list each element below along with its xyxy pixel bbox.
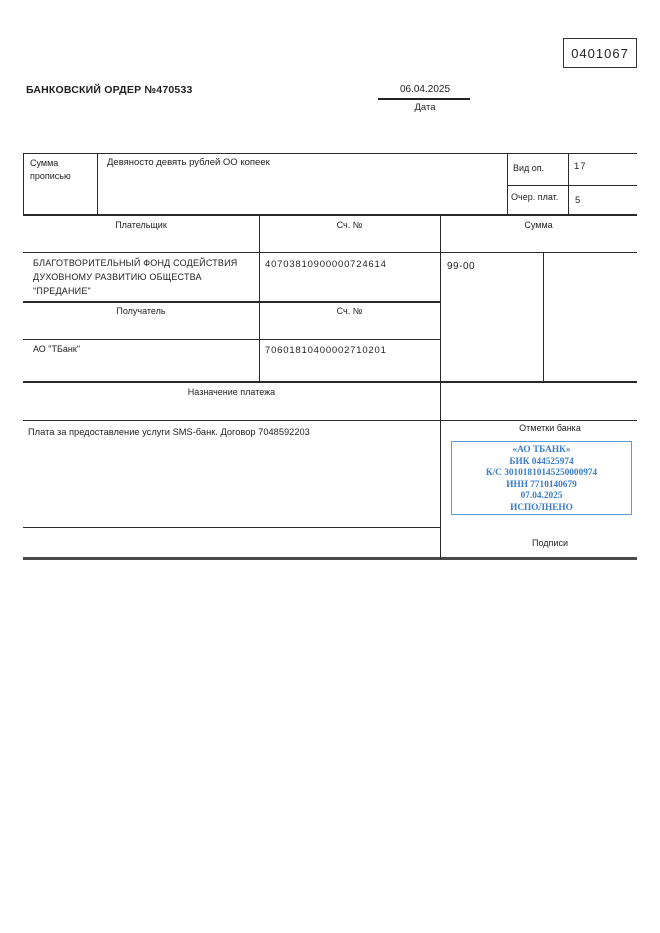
form-code: 0401067 <box>571 45 629 61</box>
sum-column-divider <box>440 214 441 559</box>
purpose-header-row-bottom <box>23 420 637 421</box>
op-type-value-divider <box>568 153 569 215</box>
purpose-header: Назначение платежа <box>187 387 276 397</box>
stamp-date: 07.04.2025 <box>520 491 563 502</box>
amount-words-label-divider <box>97 153 98 215</box>
receiver-account-header: Сч. № <box>336 306 363 316</box>
stamp-bank-name: «АО ТБАНК» <box>512 445 571 455</box>
purpose-row-bottom <box>23 527 440 528</box>
payer-row-bottom <box>23 301 440 303</box>
form-code-box <box>563 38 637 68</box>
payer-header: Плательщик <box>115 220 167 230</box>
sum-header: Сумма <box>524 220 553 230</box>
sum-inner-divider <box>543 252 544 382</box>
op-type-divider <box>507 185 637 186</box>
receiver-account-number: 70601810400002710201 <box>265 345 387 356</box>
table-left-border <box>23 153 24 215</box>
bank-stamp <box>451 441 632 515</box>
payer-account-number: 40703810900000724614 <box>265 259 387 270</box>
table-bottom-border <box>23 557 637 560</box>
amount-value: 99-00 <box>447 261 476 272</box>
stamp-inn: ИНН 7710140679 <box>506 479 577 490</box>
date-underline <box>378 98 470 100</box>
table-top-border <box>23 153 637 154</box>
stamp-status: ИСПОЛНЕНО <box>510 502 573 513</box>
date-value: 06.04.2025 <box>399 84 451 95</box>
receiver-header: Получатель <box>116 306 166 316</box>
amount-words-row-bottom <box>23 214 637 216</box>
payer-name-line-3: "ПРЕДАНИЕ" <box>33 286 91 296</box>
account-column-divider <box>259 214 260 382</box>
amount-words-value: Девяносто девять рублей ОО копеек <box>107 157 270 168</box>
payer-header-row-bottom <box>23 252 637 253</box>
payer-account-header: Сч. № <box>336 220 363 230</box>
amount-words-label: Сумма прописью <box>30 158 71 181</box>
priority-value: 5 <box>575 195 581 206</box>
date-label: Дата <box>414 102 436 113</box>
stamp-bik: БИК 044525974 <box>509 456 574 467</box>
op-type-label: Вид оп. <box>513 163 545 173</box>
stamp-corr-account: К/С 30101810145250000974 <box>485 468 598 479</box>
receiver-name: АО "ТБанк" <box>33 344 81 354</box>
priority-label: Очер. плат. <box>511 192 559 202</box>
payer-name-line-2: ДУХОВНОМУ РАЗВИТИЮ ОБЩЕСТВА <box>33 272 202 282</box>
signatures-label: Подписи <box>532 538 568 548</box>
op-type-left-border <box>507 153 508 215</box>
purpose-value: Плата за предоставление услуги SMS-банк. Договор 7048592203 <box>28 427 310 437</box>
bank-marks-header: Отметки банка <box>519 423 581 433</box>
receiver-row-bottom <box>23 381 637 383</box>
document-title: БАНКОВСКИЙ ОРДЕР №470533 <box>26 84 193 96</box>
payer-name-line-1: БЛАГОТВОРИТЕЛЬНЫЙ ФОНД СОДЕЙСТВИЯ <box>33 258 238 268</box>
op-type-value: 17 <box>574 161 587 172</box>
receiver-header-row-bottom <box>23 339 440 340</box>
